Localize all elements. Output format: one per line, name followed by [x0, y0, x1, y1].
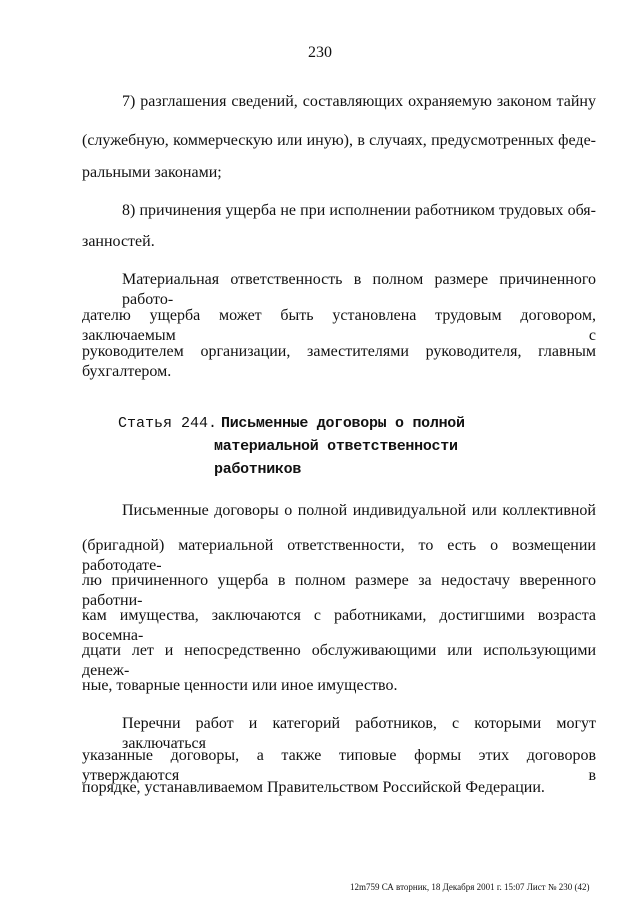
- para-2-line-1: Письменные договоры о полной индивидуальной или коллективной: [122, 502, 596, 519]
- article-heading: [118, 412, 465, 481]
- article-title-line-1: Письменные договоры о полной: [221, 415, 465, 432]
- para-1-line-3: руководителем организации, заместителями руководителя, главным бухгалтером.: [82, 343, 596, 380]
- item-8-line-1: 8) причинения ущерба не при исполнении работником трудовых обя-: [122, 202, 596, 219]
- para-2-line-5: дцати лет и непосредственно обслуживающими или использующими денеж-: [82, 642, 596, 679]
- article-title-line-2: материальной ответственности: [214, 438, 458, 455]
- para-1-line-1: Материальная ответственность в полном размере причиненного работо-: [122, 271, 596, 308]
- para-2-line-4: кам имущества, заключаются с работниками, достигшими возраста восемна-: [82, 607, 596, 644]
- footer-stamp: 12m759 СА вторник, 18 Декабря 2001 г. 15:07 Лист № 230 (42): [350, 882, 590, 892]
- article-title-line-3: работников: [214, 461, 302, 478]
- item-8-line-2: занностей.: [82, 233, 155, 250]
- para-1-line-2: дателю ущерба может быть установлена трудовым договором, заключаемым с: [82, 307, 596, 344]
- item-7-line-1: 7) разглашения сведений, составляющих охраняемую законом тайну: [122, 93, 596, 110]
- para-3-line-3: порядке, устанавливаемом Правительством Российской Федерации.: [82, 779, 545, 796]
- item-7-line-3: ральными законами;: [82, 164, 222, 181]
- para-2-line-2: (бригадной) материальной ответственности, то есть о возмещении работодате-: [82, 537, 596, 574]
- para-2-line-6: ные, товарные ценности или иное имущество.: [82, 677, 398, 694]
- item-7-line-2: (служебную, коммерческую или иную), в случаях, предусмотренных феде-: [82, 132, 596, 149]
- article-label: Статья 244.: [118, 415, 218, 432]
- page-number: 230: [308, 44, 332, 61]
- para-3-line-1: Перечни работ и категорий работников, с которыми могут заключаться: [122, 715, 596, 752]
- para-2-line-3: лю причиненного ущерба в полном размере за недостачу вверенного работни-: [82, 572, 596, 609]
- para-3-line-2: указанные договоры, а также типовые формы этих договоров утверждаются в: [82, 747, 596, 784]
